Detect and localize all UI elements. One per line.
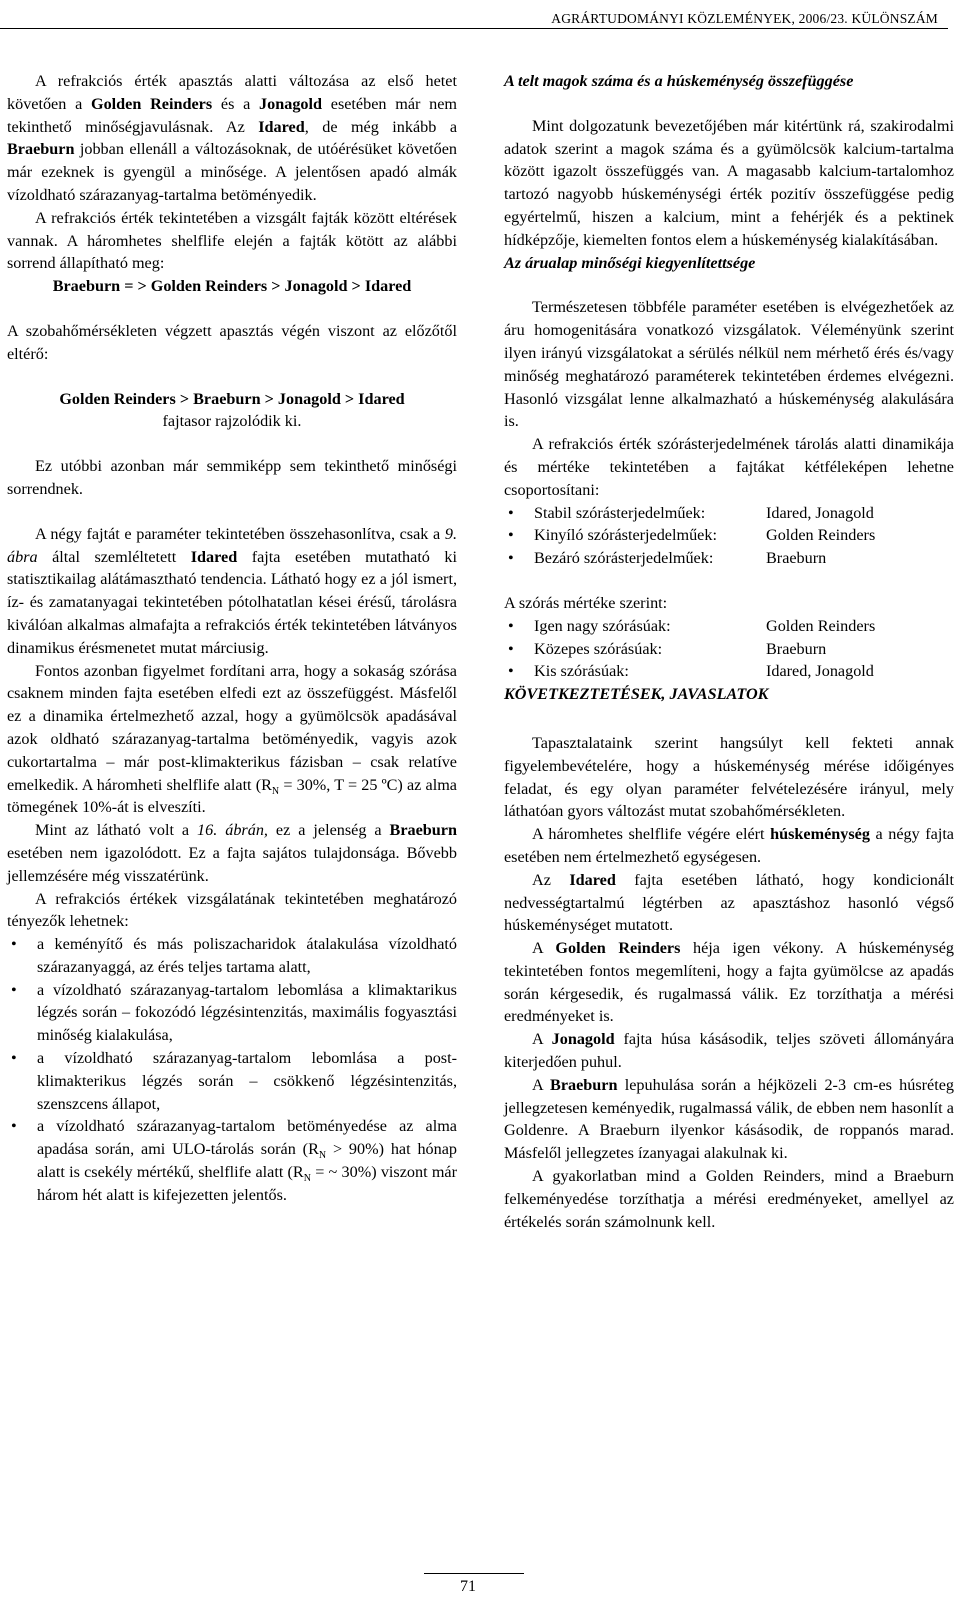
section-heading-uniformity: Az árualap minőségi kiegyenlítettsége bbox=[504, 253, 756, 272]
list-item: • a vízoldható szárazanyag-tartalom betöményedése az alma apadása során, ami ULO-tárolás során $(R_N > 90\%)$ hat hónap alatt is csekély mértékű, shelflife alatt ($R_N$ = ~ 30%) viszont már három hét alatt is kifejezetten jelentős. bbox=[7, 1115, 457, 1206]
page-number: 71 bbox=[460, 1578, 476, 1595]
running-header: AGRÁRTUDOMÁNYI KÖZLEMÉNYEK, 2006/23. KÜLÖNSZÁM bbox=[551, 11, 938, 26]
variety-order-2-tail: fajtasor rajzolódik ki. bbox=[162, 412, 302, 431]
paragraph-conclusion-1: Tapasztalataink szerint hangsúlyt kell fekteti annak figyelembevételére, hogy a húskeménység mérése időigényes feladat, és egy olyan paraméter felvételezésére irányul, mely láthatóan gyors változást mutat szobahőmérsékleten. bbox=[504, 733, 954, 821]
header-divider bbox=[0, 28, 948, 29]
variety-order-2: Golden Reinders > Braeburn > Jonagold > Idared bbox=[59, 389, 405, 408]
list-item: • Kis szórásúak: Idared, Jonagold bbox=[504, 660, 954, 683]
paragraph-conclusion-2: A háromhetes shelflife végére elért húskeménység a négy fajta esetében nem értelmezhető egységesen. bbox=[504, 825, 954, 866]
paragraph-factors-intro: A refrakciós értékek vizsgálatának tekintetében meghatározó tényezők lehetnek: bbox=[7, 889, 457, 931]
section-heading-seeds: A telt magok száma és a húskeménység összefüggése bbox=[504, 72, 854, 90]
paragraph-conclusion-idared: Az Idared fajta esetében látható, hogy kondicionált nedvességtartalmú légtérben az apasztáshoz hasonló végső húskeménységet mutatott. bbox=[504, 870, 955, 935]
paragraph-refraction-change: A refrakciós érték apasztás alatti változása az első hetet követően a Golden Reinders és a Jonagold esetében már nem tekinthető minőségjavulásnak. Az Idared, de még inkább a Braeburn jobban ellenáll a változásoknak, de utóérésüket követően már ezeknek is gyengül a minősége. A jelentősen apadó almák vízoldható szárazanyag-tartalma betöményedik. bbox=[7, 72, 458, 204]
section-heading-conclusions: KÖVETKEZTETÉSEK, JAVASLATOK bbox=[504, 685, 769, 704]
list-item: • Bezáró szórásterjedelműek: Braeburn bbox=[504, 547, 954, 570]
paragraph-braeburn: Mint az látható volt a 16. ábrán, ez a jelenség a Braeburn esetében nem igazolódott. Ez a fajta sajátos tulajdonsága. Bővebb jellemzésére még visszatérünk. bbox=[7, 821, 457, 885]
left-column bbox=[7, 70, 457, 1207]
list-item: • a vízoldható szárazanyag-tartalom lebomlása a post-klimakterikus légzés során – csökkenő légzésintenzitás, szenszcens állapot, bbox=[7, 1047, 457, 1115]
paragraph-not-quality-order: Ez utóbbi azonban már semmiképp sem tekinthető minőségi sorrendnek. bbox=[7, 457, 457, 498]
paragraph-grouping: A refrakciós érték szórásterjedelmének tárolás alatti dinamikája és mértéke tekintetében a fajtákat kétféleképen lehetne csoportosítani: bbox=[504, 435, 954, 499]
list-item: • a vízoldható szárazanyag-tartalom lebomlása a klimaktarikus légzés során – fokozódó légzésintenzitás, maximális fogyasztási minőség kialakulása, bbox=[7, 979, 457, 1047]
paragraph-variety-differences: A refrakciós érték tekintetében a vizsgált fajták között eltérések vannak. A háromhetes shelflife elején a fajták kötött az alábbi sorrend állapítható meg: bbox=[7, 208, 457, 273]
variety-order-1: Braeburn = > Golden Reinders > Jonagold > Idared bbox=[52, 277, 412, 296]
paragraph-conclusion-golden: A Golden Reinders héja igen vékony. A húskeménység tekintetében fontos megemlíteni, hogy a fajta gyümölcse az apadás során kérgesedik, és rugalmassá válik. Ez torzíthatja a mérési eredményeket is. bbox=[504, 939, 955, 1026]
dispersion-dynamics-list bbox=[504, 502, 954, 570]
paragraph-conclusion-braeburn: A Braeburn lepuhulása során a héjközeli 2-3 cm-es húsréteg jellegzetesen keményedik, rugalmassá válik, de ebben nem hasonlít a Goldenre. A Braeburn ilyenkor kásásodik, de roppanós marad. Másfelől jellegzetes ízanyagai alakulnak ki. bbox=[504, 1075, 954, 1163]
list-item: • Közepes szórásúak: Braeburn bbox=[504, 638, 954, 661]
paragraph-homogeneity: Természetesen többféle paraméter esetében is elvégezhetőek az áru homogenitására vonatkozó vizsgálatok. Véleményünk szerint ilyen irányú vizsgálatokat a sérülés nélkül nem mérhető érés és/vagy minőség meghatározó paraméterek tekintetében érdemes elvégezni. Hasonló vizsgálat lenne alkalmazható a húskeménység alakulására is. bbox=[504, 298, 954, 431]
paragraph-four-varieties: A négy fajtát e paraméter tekintetében összehasonlítva, csak a 9. ábra által szemléltetett Idared fajta esetében mutatható ki statisztikailag alátámasztható tendencia. Látható hogy ez a jól ismert, íz- és zamatanyagai tekintetében pótolhatatlan kései érésű, tárolásra kiválóan alkalmas almafajta a refrakciós érték tekintetében látványos dinamikus érésmenetet mutat márciusig. bbox=[7, 524, 457, 657]
list-item: • Igen nagy szórásúak: Golden Reinders bbox=[504, 615, 954, 638]
paragraph-room-temperature: A szobahőmérsékleten végzett apasztás végén viszont az előzőtől eltérő: bbox=[7, 321, 457, 363]
paragraph-conclusion-jonagold: A Jonagold fajta húsa kásásodik, teljes szöveti állományára kiterjedően puhul. bbox=[504, 1030, 954, 1072]
factors-list bbox=[7, 933, 457, 1207]
paragraph-dispersion-magnitude: A szórás mértéke szerint: bbox=[504, 593, 668, 612]
dispersion-magnitude-list bbox=[504, 615, 954, 683]
list-item: • a keményítő és más poliszacharidok átalakulása vízoldható szárazanyaggá, az érés teljes tartama alatt, bbox=[7, 933, 457, 979]
list-item: • Kinyíló szórásterjedelműek: Golden Reinders bbox=[504, 524, 954, 547]
paragraph-deviation: Fontos azonban figyelmet fordítani arra, hogy a sokaság szórása csaknem minden fajta esetében elfedi ezt az összefüggést. Másfelől ez a dinamika értelmezhető azzal, hogy a gyümölcsök apadásával azok oldható szárazanyag-tartalma betöményedik, vagyis azok cukortartalma – már post-klimakterikus fázisban – csak relatíve emelkedik. A háromheti shelflife alatt ($R_N = 30\%$, T = 25 ºC) az alma tömegének 10%-át is elveszíti. bbox=[7, 661, 457, 817]
right-column bbox=[504, 70, 954, 1233]
list-item: • Stabil szórásterjedelműek: Idared, Jonagold bbox=[504, 502, 954, 525]
paragraph-seeds-calcium: Mint dolgozatunk bevezetőjében már kitértünk rá, szakirodalmi adatok szerint a magok száma és a gyümölcsök kalcium-tartalma között igazolt összefüggés van. A magasabb kalcium-tartalomhoz tartozó nagyobb húskeménységi érték pozitív összefüggése pedig egyértelmű, hiszen a kalcium, mint a fehérjék és a pektinek hídképzője, kiemelten fontos elem a húskeménység kialakításában. bbox=[504, 116, 954, 249]
footer-divider bbox=[424, 1573, 524, 1574]
paragraph-conclusion-practice: A gyakorlatban mind a Golden Reinders, mind a Braeburn felkeményedése torzíthatja a mérési eredményeket, amellyel az értékelés során számolnunk kell. bbox=[504, 1167, 954, 1231]
